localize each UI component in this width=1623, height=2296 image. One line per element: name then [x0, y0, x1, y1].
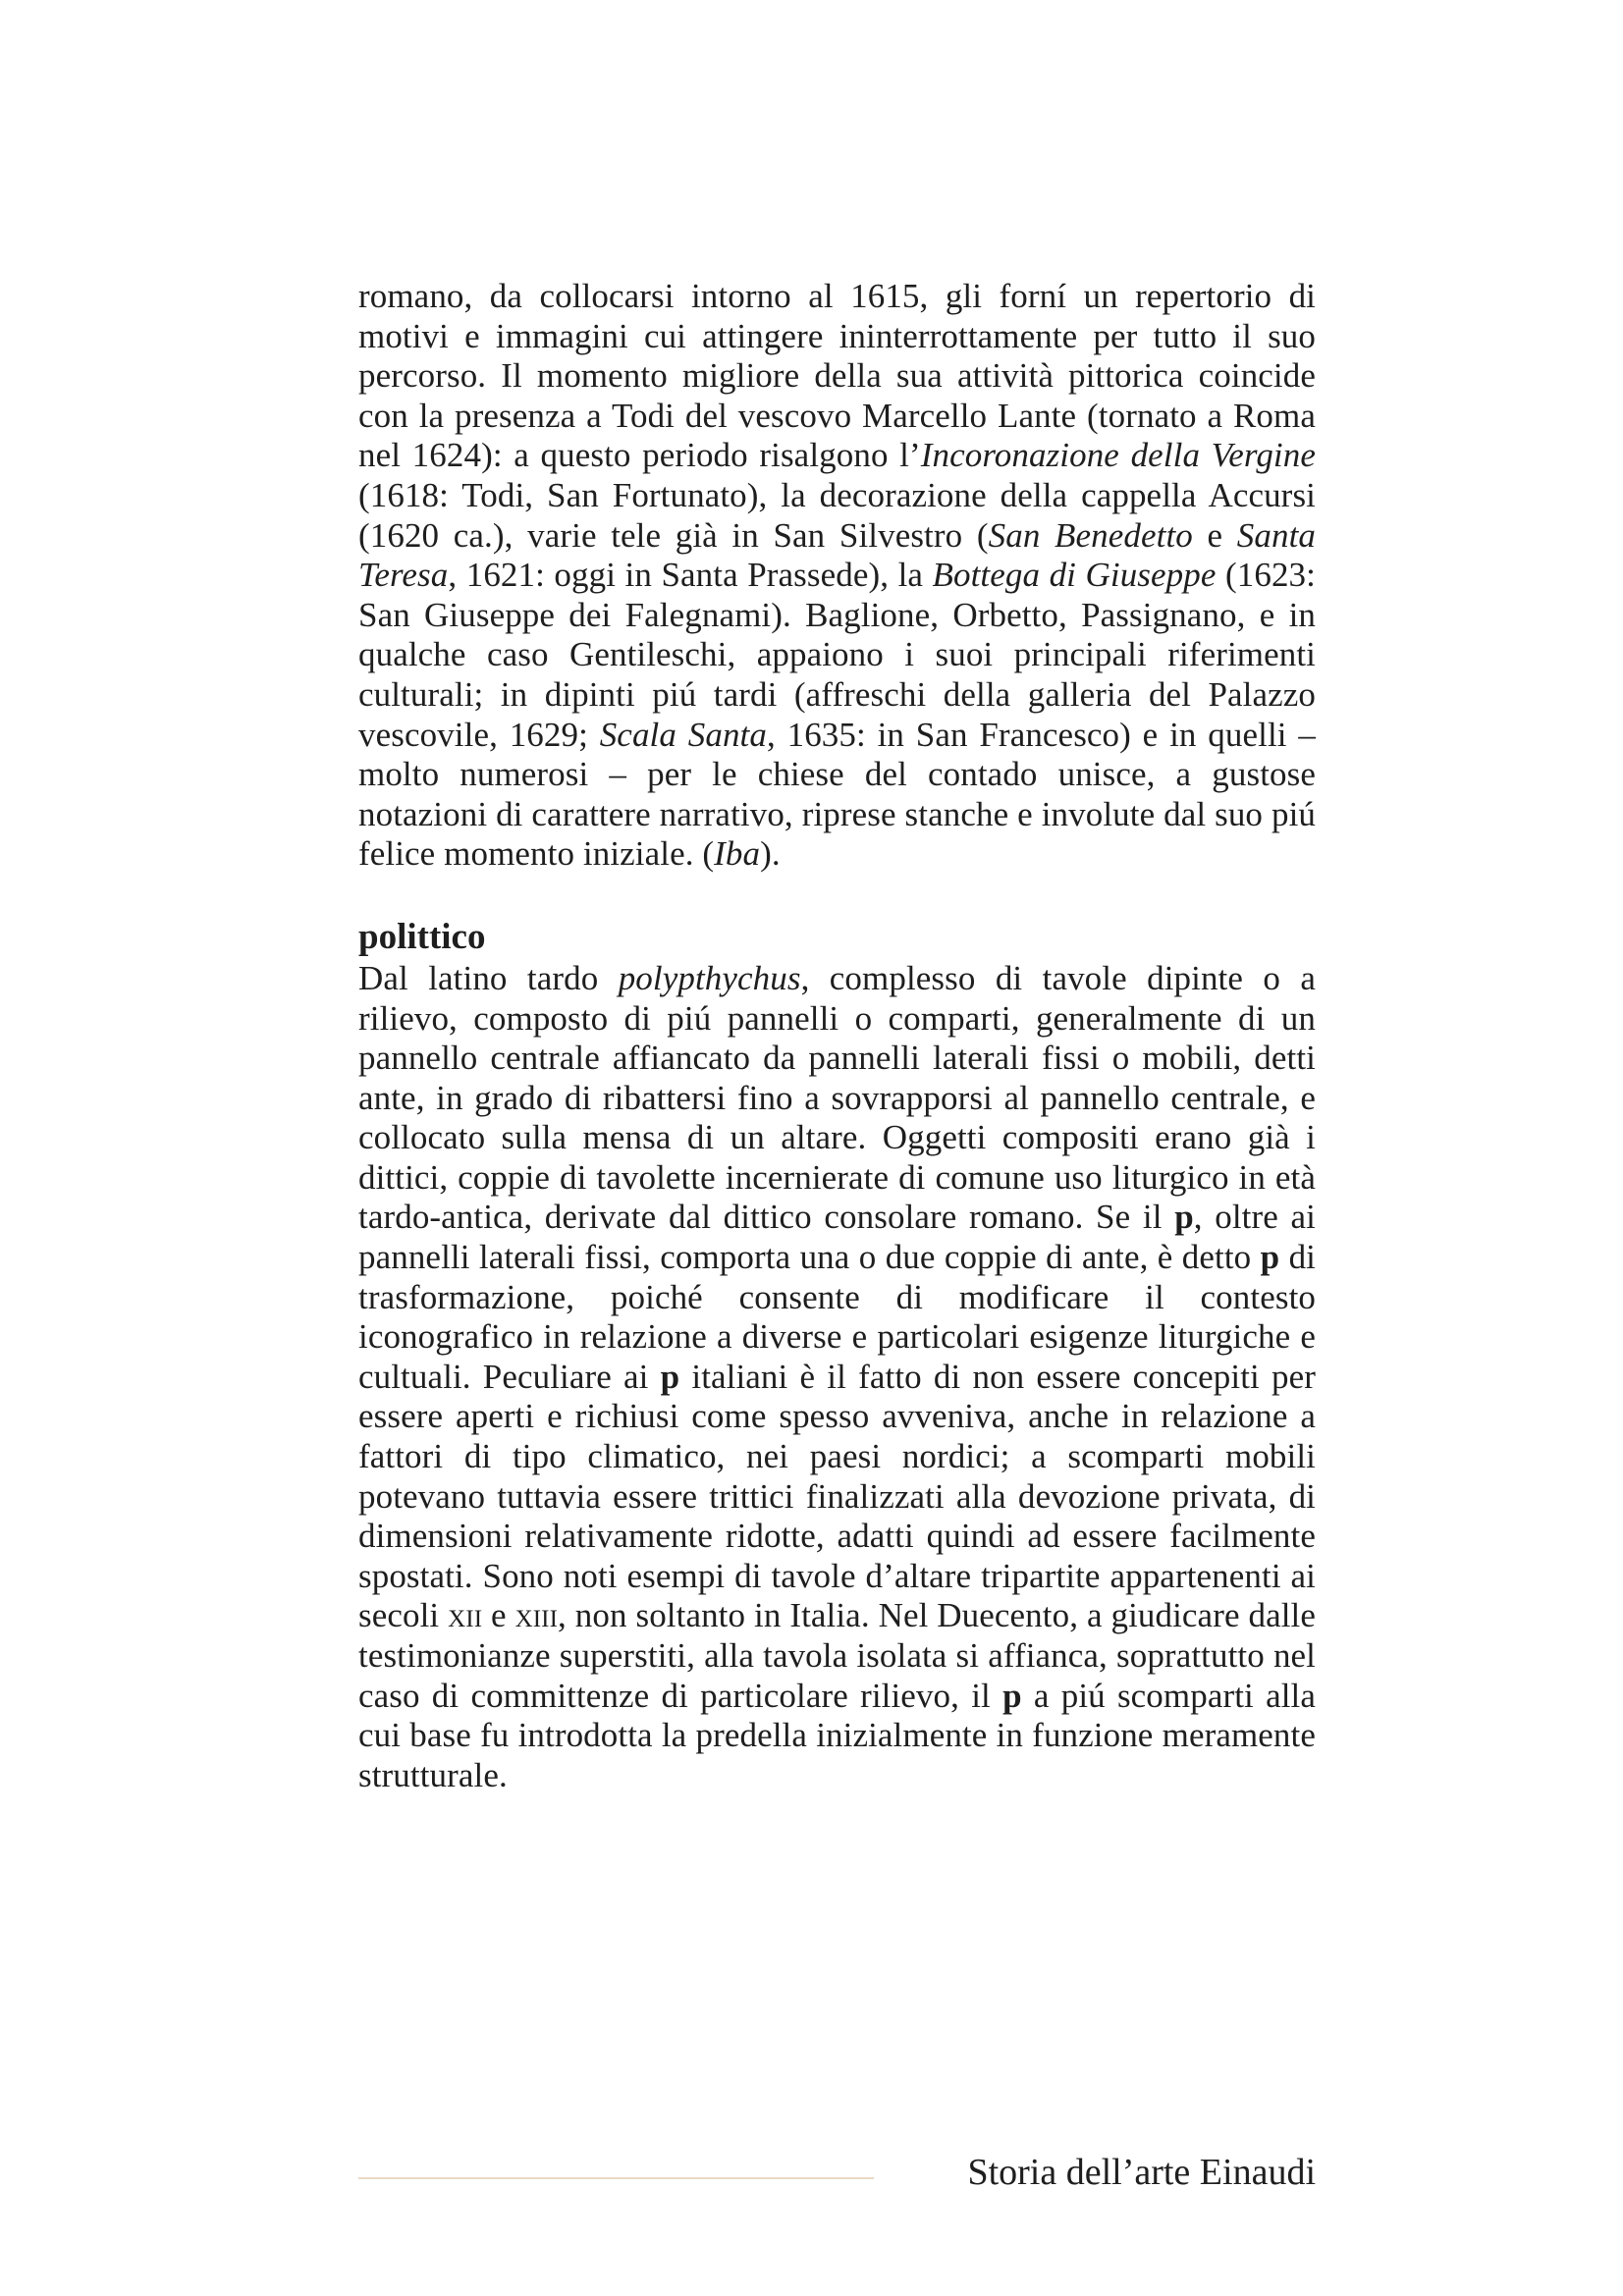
text-run: , non soltanto in Italia. Nel Duecento, a giudicare dalle testimonianze superstiti, alla tavola isolata si affianca, soprattutto nel caso di committenze di particolare rilievo, il	[358, 1596, 1316, 1715]
text-run: , oltre ai pannelli laterali fissi, comporta una o due coppie di ante, è detto	[358, 1198, 1316, 1277]
italic-title-text: Iba	[714, 834, 761, 874]
text-run: italiani è il fatto di non essere concepiti per essere aperti e richiusi come spesso avveniva, anche in relazione a fattori di tipo climatico, nei paesi nordici; a scomparti mobili potevano tuttavia essere trittici finalizzati alla devozione privata, di dimensioni relativamente ridotte, adatti quindi ad essere facilmente spostati. Sono noti esempi di tavole d’altare tripartite appartenenti ai secoli	[358, 1357, 1316, 1635]
footer-rule	[358, 2177, 874, 2179]
text-run: (1618: Todi, San Fortunato), la decorazione della cappella Accursi (1620 ca.), varie tele già in San Silvestro (	[358, 475, 1316, 555]
text-run: xiii	[514, 1596, 559, 1635]
text-run: , 1621: oggi in Santa Prassede), la	[448, 556, 933, 595]
footer-title: Storia dell’arte Einaudi	[967, 2152, 1316, 2193]
page-footer	[358, 2148, 1316, 2197]
text-run: , complesso di tavole dipinte o a rilievo, composto di piú pannelli o comparti, generalmente di un pannello centrale affiancato da pannelli laterali fissi o mobili, detti ante, in grado di ribattersi fino a sovrapporsi al pannello centrale, e collocato sulla mensa di un altare. Oggetti compositi erano già i dittici, coppie di tavolette incernierate di comune uso liturgico in età tardo-antica, derivate dal dittico consolare romano. Se il	[358, 958, 1317, 1237]
text-run: e	[482, 1596, 515, 1635]
italic-title-text: Bottega di Giuseppe	[932, 556, 1217, 595]
text-run: ).	[760, 834, 781, 874]
entry-abbreviation: p	[1260, 1238, 1280, 1277]
text-run: e	[1192, 515, 1237, 555]
text-column	[358, 277, 1316, 1795]
italic-title-text: polypthychus	[618, 958, 801, 997]
italic-title-text: Incoronazione della Vergine	[920, 436, 1316, 475]
text-run: a piú scomparti alla cui base fu introdotta la predella inizialmente in funzione meramente strutturale.	[358, 1676, 1316, 1794]
italic-title-text: Santa Teresa	[358, 515, 1317, 595]
previous-entry-paragraph	[358, 277, 1316, 875]
italic-title-text: San Benedetto	[988, 515, 1193, 555]
entry-abbreviation: p	[660, 1357, 680, 1396]
text-run: , 1635: in San Francesco) e in quelli – molto numerosi – per le chiese del contado unisce, a gustose notazioni di carattere narrativo, riprese stanche e involute dal suo piú felice momento iniziale. (	[358, 715, 1316, 874]
text-run: (1623: San Giuseppe dei Falegnami). Baglione, Orbetto, Passignano, e in qualche caso Gentileschi, appaiono i suoi principali riferimenti culturali; in dipinti piú tardi (affreschi della galleria del Palazzo vescovile, 1629;	[358, 556, 1316, 754]
italic-title-text: Scala Santa	[599, 715, 767, 754]
text-run: romano, da collocarsi intorno al 1615, gli forní un repertorio di motivi e immagini cui attingere ininterrottamente per tutto il suo percorso. Il momento migliore della sua attività pittorica coincide con la presenza a Todi del vescovo Marcello Lante (tornato a Roma nel 1624): a questo periodo risalgono l’	[358, 277, 1316, 475]
entry-paragraph	[358, 959, 1316, 1795]
text-run: Dal latino tardo	[358, 958, 619, 997]
text-run: xii	[448, 1596, 483, 1635]
text-run: di trasformazione, poiché consente di modificare il contesto iconografico in relazione a diverse e particolari esigenze liturgiche e cultuali. Peculiare ai	[358, 1238, 1316, 1396]
entry-abbreviation: p	[1002, 1676, 1022, 1715]
entry-heading: polittico	[358, 916, 486, 957]
entry-abbreviation: p	[1174, 1198, 1194, 1237]
